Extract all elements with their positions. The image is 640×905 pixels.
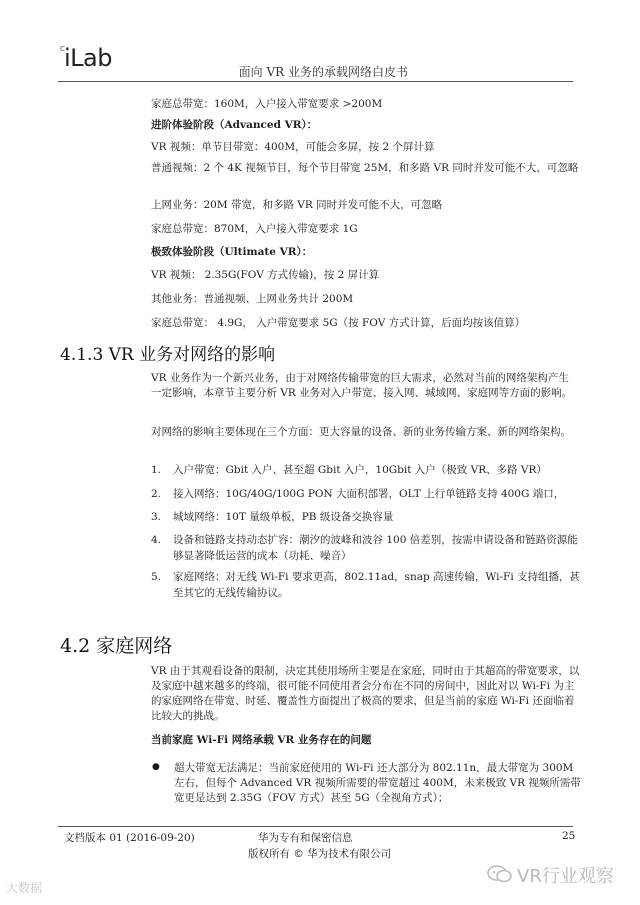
section-42-para1: VR 由于其观看设备的限制，决定其使用场所主要是在家庭，同时由于其超高的带宽要求，以及家庭中越来越多的终端，很可能不同使用者会分布在不同的房间中，因此对以 Wi-Fi 为主的家庭网络在带宽、时延、覆盖性方面提出了极高的要求，但是当前的家庭 Wi-Fi 还面临着比较大的挑战。 [151, 665, 580, 722]
body-line: 普通视频：2 个 4K 视频节目，每个节目带宽 25M，和多路 VR 同时并发可能不大，可忽略 [151, 162, 579, 174]
list-item-text: 家庭网络：对无线 Wi-Fi 要求更高，802.11ad，snap 高速传输，Wi-Fi 支持组播，甚至其它的无线传输协议。 [173, 571, 581, 599]
footer-version: 文档版本 01 (2016-09-20) [64, 832, 195, 844]
body-line: 上网业务：20M 带宽，和多路 VR 同时并发可能不大，可忽略 [151, 199, 443, 211]
ilab-logo [60, 44, 112, 72]
body-line: 家庭总带宽： 4.9G， 入户带宽要求 5G（按 FOV 方式计算，后面均按该值算） [151, 317, 526, 329]
list-item-text: 接入网络：10G/40G/100G PON 大面积部署，OLT 上行单链路支持 400G 端口， [173, 488, 565, 500]
footer-copyright: 版权所有 © 华为技术有限公司 [248, 848, 392, 860]
page-number: 25 [562, 830, 576, 842]
list-item-number: 1. [151, 464, 162, 476]
list-item [151, 569, 583, 601]
section-heading-413: 4.1.3 VR 业务对网络的影响 [60, 345, 276, 365]
body-line: VR 视频：单节目带宽：400M，可能会多屏，按 2 个屏计算 [151, 141, 435, 153]
body-line: VR 视频： 2.35G(FOV 方式传输)，按 2 屏计算 [151, 269, 380, 281]
list-item [151, 462, 583, 478]
list-item-text: 城域网络：10T 量级单板，PB 级设备交换容量 [173, 511, 394, 523]
watermark-right: VR行业观察 [517, 866, 614, 887]
wechat-icon [487, 864, 513, 884]
list-item [151, 486, 583, 502]
stage-heading-ultimate: 极致体验阶段（Ultimate VR）： [151, 246, 313, 258]
bullet-item-text: 超大带宽无法满足：当前家庭使用的 Wi-Fi 还大部分为 802.11n，最大带宽为 300M 左右，但每个 Advanced VR 视频所需要的带宽超过 400M，未来极致 VR 视频所需带宽更是达到 2.35G（FOV 方式）甚至 5G（全视角方式）； [174, 762, 581, 804]
list-item-text: 入户带宽：Gbit 入户、甚至超 Gbit 入户，10Gbit 入户（极致 VR、多路 VR） [173, 464, 547, 476]
section-413-para1: VR 业务作为一个新兴业务，由于对网络传输带宽的巨大需求，必然对当前的网络架构产生一定影响，本章节主要分析 VR 业务对入户带宽、接入网、城域网、家庭网等方面的影响。 [151, 372, 573, 399]
body-line: 其他业务：普通视频、上网业务共计 200M [151, 293, 354, 305]
stage-heading-advanced: 进阶体验阶段（Advanced VR）： [151, 119, 318, 131]
body-line: 家庭总带宽：160M，入户接入带宽要求 >200M [151, 98, 383, 110]
body-line: 家庭总带宽：870M，入户接入带宽要求 1G [151, 223, 358, 235]
list-item-number: 2. [151, 488, 162, 500]
list-item-text: 设备和链路支持动态扩容：潮汐的波峰和波谷 100 倍差别，按需申请设备和链路资源能够显著降低运营的成本（功耗、噪音） [173, 534, 578, 562]
section-heading-42: 4.2 家庭网络 [60, 635, 173, 657]
logo-text: iLab [64, 44, 112, 72]
list-item [151, 532, 583, 564]
bullet-icon: ● [152, 762, 160, 772]
section-413-para2: 对网络的影响主要体现在三个方面：更大容量的设备、新的业务传输方案、新的网络架构。 [151, 426, 571, 438]
list-item [151, 509, 583, 525]
list-item-number: 4. [151, 534, 162, 546]
list-item-number: 3. [151, 511, 162, 523]
list-item-number: 5. [151, 571, 162, 583]
watermark-left: 大数据 [6, 881, 43, 895]
footer-confidential: 华为专有和保密信息 [258, 832, 353, 844]
header-divider [58, 81, 573, 82]
section-42-subheading: 当前家庭 Wi-Fi 网络承载 VR 业务存在的问题 [151, 734, 372, 746]
document-title: 面向 VR 业务的承载网络白皮书 [238, 65, 408, 79]
footer-divider [58, 826, 573, 827]
logo-mark: C [60, 45, 65, 53]
